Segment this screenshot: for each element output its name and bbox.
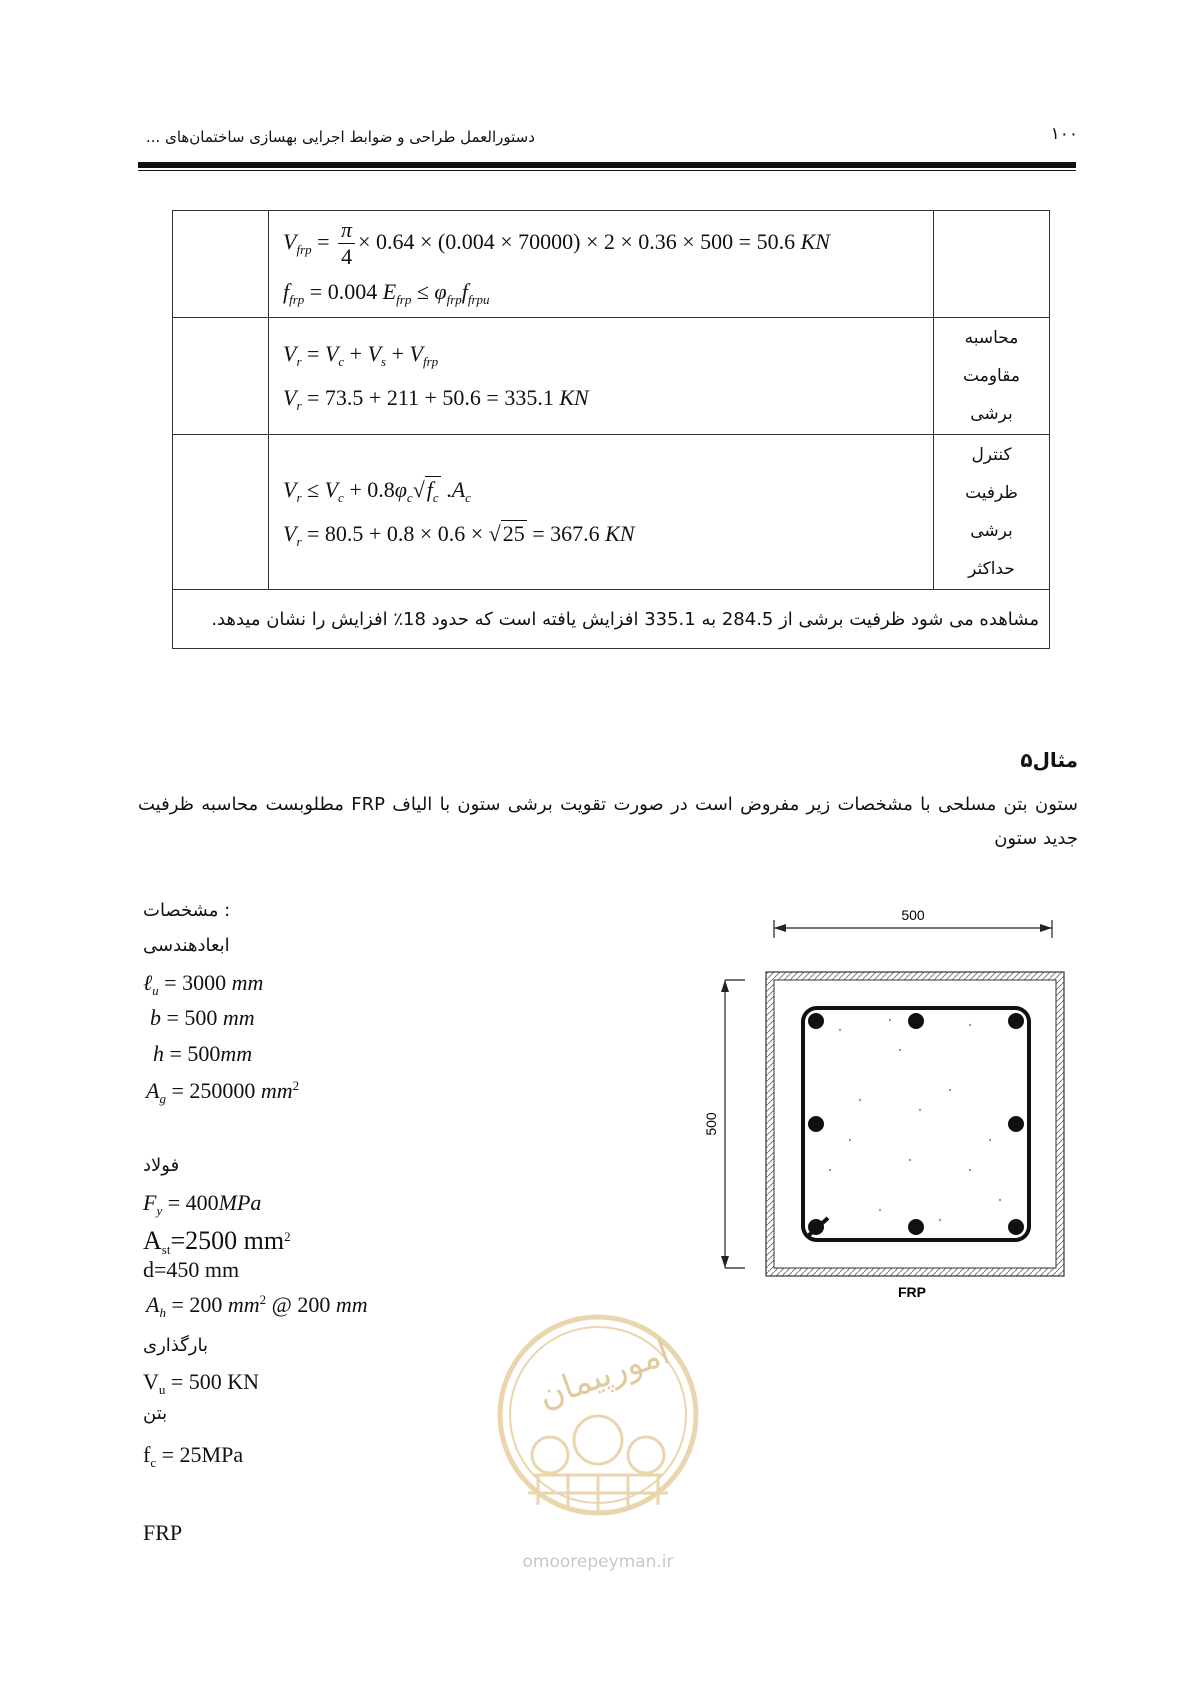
formula-cell bbox=[269, 318, 934, 435]
dimension-left-label: 500 bbox=[703, 1112, 719, 1136]
watermark-logo bbox=[488, 1305, 708, 1585]
equation-vr-value: $V_r = 73.5 + 211 + 50.6 = 335.1$ KN bbox=[283, 385, 589, 413]
specs-heading: : مشخصات bbox=[143, 900, 231, 921]
watermark-url: omoorepeyman.ir bbox=[522, 1552, 674, 1572]
steel-label: فولاد bbox=[143, 1155, 180, 1176]
spec-h: h = 500mm bbox=[153, 1041, 253, 1066]
table-row bbox=[173, 435, 1050, 590]
table-cell-empty bbox=[173, 211, 269, 318]
equation-vr-limit: $V_r \le V_c + 0.8\varphi_c√f_c$ $.A_c$ bbox=[283, 477, 471, 505]
figure-caption: FRP bbox=[898, 1284, 926, 1300]
dimension-left bbox=[703, 980, 745, 1268]
equation-vr-sum: $V_r = V_c + V_s + V_{frp}$ bbox=[283, 341, 439, 369]
equation-vfrp: $V_{frp}$ = $\frac{\pi}{4}$ × 0.64 × (0.004 × 70000) × 2 × 0.36 × 500 = 50.6 KN bbox=[283, 217, 830, 270]
header-rule-thin bbox=[138, 170, 1076, 171]
spec-fc: $f_c = 25MPa$ bbox=[143, 1442, 244, 1470]
header-title: دستورالعمل طراحی و ضوابط اجرایی بهسازی ساختمان‌های ... bbox=[146, 128, 535, 146]
spec-ah: $A_h = 200$ $mm^2$ @ 200 mm bbox=[146, 1292, 368, 1320]
table-cell-empty bbox=[173, 435, 269, 590]
header-rule bbox=[138, 162, 1076, 168]
rebar bbox=[1008, 1013, 1024, 1029]
row-label bbox=[934, 211, 1050, 318]
problem-statement: ستون بتن مسلحی با مشخصات زیر مفروض است در صورت تقویت برشی ستون با الیاف FRP مطلوبست محاسبه ظرفیت جدید ستون bbox=[138, 794, 1079, 849]
watermark-logo-text: امورپیمان bbox=[533, 1332, 676, 1417]
spec-d: d=450 mm bbox=[143, 1257, 240, 1282]
conclusion-note: مشاهده می شود ظرفیت برشی از 284.5 به 335.1 افزایش یافته است که حدود 18٪ افزایش را نشان میدهد. bbox=[173, 590, 1050, 649]
formula-cell bbox=[269, 435, 934, 590]
equation-ffrp: $f_{frp} = 0.004$ $E_{frp} \le \varphi_{frp}f_{frpu}$ bbox=[283, 279, 490, 307]
example-title: مثال۵ bbox=[1020, 748, 1078, 772]
rebar bbox=[908, 1013, 924, 1029]
dimension-top bbox=[774, 907, 1052, 938]
rebar bbox=[1008, 1116, 1024, 1132]
column-section-figure bbox=[690, 900, 1090, 1300]
rebar bbox=[808, 1116, 824, 1132]
row-label-shear-strength: محاسبه مقاومت برشی bbox=[934, 318, 1050, 435]
frp-label: FRP bbox=[143, 1520, 183, 1545]
spec-vu: $V_u = 500$ KN bbox=[143, 1369, 260, 1397]
rebar bbox=[808, 1219, 824, 1235]
table-row bbox=[173, 211, 1050, 318]
spec-ag: $A_g = 250000$ $mm^2$ bbox=[146, 1078, 300, 1106]
spec-b: b = 500 mm bbox=[150, 1005, 255, 1030]
spec-fy: $F_y = 400MPa$ bbox=[143, 1190, 262, 1218]
row-label-max-capacity: کنترل ظرفیت برشی حداکثر bbox=[934, 435, 1050, 590]
geometry-label: ابعادهندسی bbox=[143, 935, 230, 956]
dimension-top-label: 500 bbox=[901, 907, 925, 923]
equation-vr-max-value: $V_r = 80.5 + 0.8 \times 0.6 \times √25 = 367.6$ KN bbox=[283, 521, 635, 549]
concrete-label: بتن bbox=[143, 1403, 168, 1424]
rebar bbox=[908, 1219, 924, 1235]
spec-ast: $A_{st}=2500$ $mm^2$ bbox=[143, 1226, 291, 1257]
page-number: ۱۰۰ bbox=[1050, 124, 1078, 144]
spec-lu: ℓ$_u$ = 3000 mm bbox=[143, 970, 264, 998]
calculation-table bbox=[172, 210, 1050, 649]
rebar bbox=[1008, 1219, 1024, 1235]
loading-label: بارگذاری bbox=[143, 1335, 208, 1356]
formula-cell bbox=[269, 211, 934, 318]
fraction: $\frac{\pi}{4}$ bbox=[338, 219, 355, 268]
table-row bbox=[173, 590, 1050, 649]
table-row bbox=[173, 318, 1050, 435]
rebar bbox=[808, 1013, 824, 1029]
table-cell-empty bbox=[173, 318, 269, 435]
